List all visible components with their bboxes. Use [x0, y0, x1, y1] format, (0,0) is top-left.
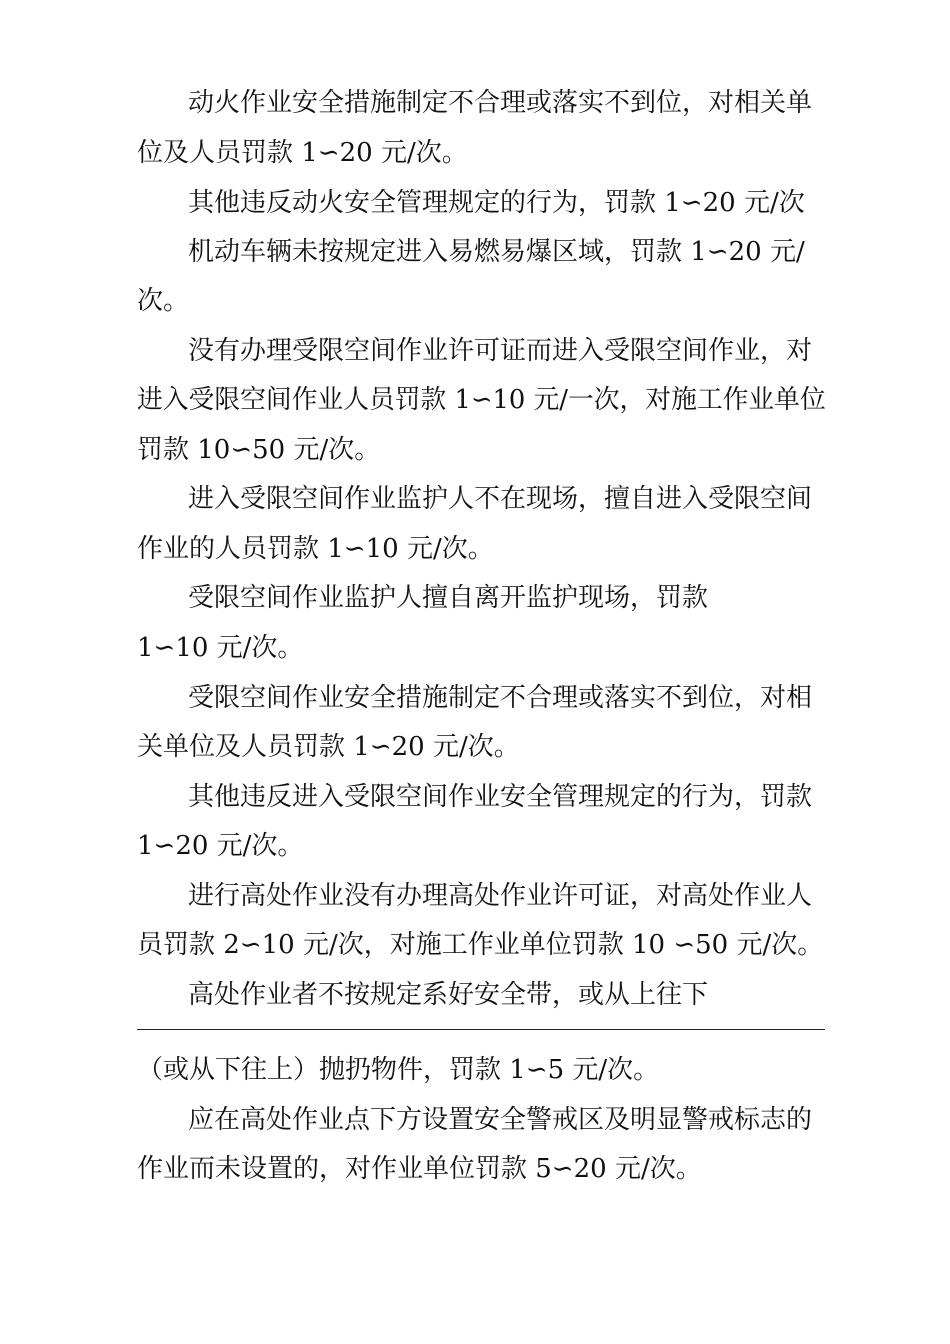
text-line: 应在高处作业点下方设置安全警戒区及明显警戒标志的	[188, 1105, 813, 1135]
text-line: 1∽20 元/次。	[137, 831, 304, 861]
text-line: 位及人员罚款 1∽20 元/次。	[137, 138, 468, 168]
text-line: 作业的人员罚款 1∽10 元/次。	[137, 534, 494, 564]
text-line: 没有办理受限空间作业许可证而进入受限空间作业，对	[188, 336, 813, 366]
text-line: 动火作业安全措施制定不合理或落实不到位，对相关单	[188, 88, 813, 118]
text-line: 受限空间作业安全措施制定不合理或落实不到位，对相	[188, 683, 813, 713]
text-line: 高处作业者不按规定系好安全带，或从上往下	[188, 980, 709, 1010]
text-line: 机动车辆未按规定进入易燃易爆区域，罚款 1∽20 元/	[188, 237, 805, 267]
text-line: 1∽10 元/次。	[137, 633, 304, 663]
text-line: 进入受限空间作业人员罚款 1∽10 元/一次，对施工作业单位	[137, 385, 826, 415]
text-line: 进行高处作业没有办理高处作业许可证，对高处作业人	[188, 881, 813, 911]
text-line: 员罚款 2∽10 元/次，对施工作业单位罚款 10 ∽50 元/次。	[137, 930, 824, 960]
text-line: 进入受限空间作业监护人不在现场，擅自进入受限空间	[188, 484, 813, 514]
text-line: 作业而未设置的，对作业单位罚款 5∽20 元/次。	[137, 1154, 702, 1184]
text-line: （或从下往上）抛扔物件，罚款 1∽5 元/次。	[137, 1055, 660, 1085]
text-line: 关单位及人员罚款 1∽20 元/次。	[137, 732, 520, 762]
text-line: 罚款 10∽50 元/次。	[137, 435, 381, 465]
text-line: 其他违反进入受限空间作业安全管理规定的行为，罚款	[188, 782, 813, 812]
text-line: 其他违反动火安全管理规定的行为，罚款 1∽20 元/次	[188, 188, 805, 218]
text-line: 受限空间作业监护人擅自离开监护现场，罚款	[188, 583, 709, 613]
page-divider	[137, 1029, 825, 1030]
text-line: 次。	[137, 286, 190, 316]
